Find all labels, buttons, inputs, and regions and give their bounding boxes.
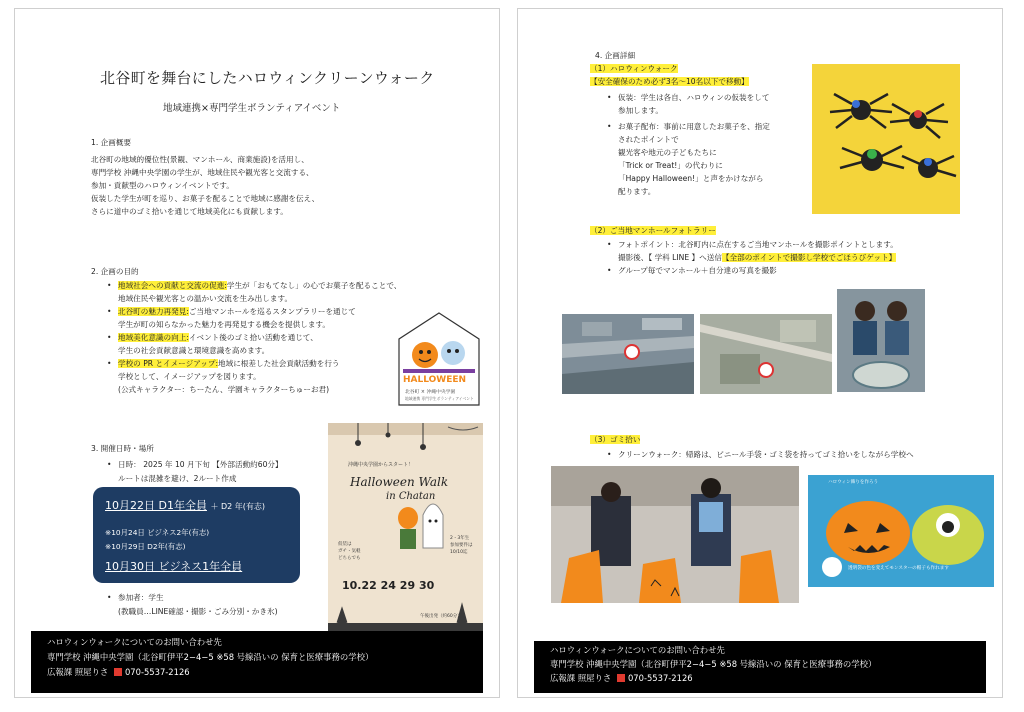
schedule-line: 10月30日 ビジネス1年全員 — [105, 560, 243, 573]
group-photo-item: グループ毎でマンホール＋自分達の写真を撮影 — [618, 266, 777, 275]
schedule-box — [93, 487, 300, 583]
sub-1-heading: （1）ハロウィンウォーク — [590, 64, 678, 73]
poster-time: 午後出発（約60分） — [420, 614, 462, 619]
photo-send-line: 撮影後、【 学科 LINE 】へ送信【全部のポイントで撮影し学校でごほうびゲット】 — [618, 253, 897, 262]
logo-subtitle: 北谷町 × 沖縄中央学園 — [405, 390, 456, 395]
route-note: ルートは混雑を避け、2ルート作成 — [118, 474, 237, 483]
purpose-label: 北谷町の魅力再発見: — [118, 307, 189, 316]
phone-number: 070-5537-2126 — [124, 667, 190, 677]
schedule-line: 10月22日 D1年全員 ＋ D2 年(有志) — [105, 499, 266, 512]
datetime: 日時： 2025 年 10 月下旬 【外部活動約60分】 — [118, 460, 283, 469]
logo-subtitle-2: 地域連携 専門学生ボランティアイベント — [405, 396, 474, 401]
costume-item: 仮装：学生は各自、ハロウィンの仮装をして — [618, 93, 770, 102]
purpose-list — [118, 279, 401, 396]
poster-right-note: 2・3年生 参加要件は 10/10迄 — [450, 536, 473, 555]
candy-item: お菓子配布：事前に用意したお菓子を、指定 — [618, 122, 770, 131]
sub-2-heading: （2）ご当地マンホールフォトラリー — [590, 226, 716, 235]
purpose-cont: 学生が町の知らなかった魅力を再発見する機会を提供します。 — [118, 320, 331, 329]
footer-contact: 広報課 照屋りさ 070-5537-2126 — [47, 667, 190, 677]
schedule-line: ※10月29日 D2年(有志) — [105, 542, 186, 551]
footer — [31, 631, 483, 693]
clean-walk-item: クリーンウォーク：帰路は、ビニール手袋・ゴミ袋を持ってゴミ拾いをしながら学校へ — [618, 450, 914, 459]
overview-line: 仮装した学生が町を巡り、お菓子を配ることで地域に感謝を伝え、 — [91, 194, 320, 203]
purpose-cont: 学生の社会貢献意識と環境意識を高めます。 — [118, 346, 270, 355]
poster-headline-2: in Chatan — [386, 491, 436, 502]
purpose-cont: 学校として、イメージアップを図ります。 — [118, 372, 261, 381]
photo-rally-details — [618, 238, 898, 277]
purpose-label: 地域社会への貢献と交流の促進: — [118, 281, 227, 290]
phone-number: 070-5537-2126 — [627, 673, 693, 683]
page-subtitle: 地域連携×専門学生ボランティアイベント — [163, 103, 341, 114]
craft-caption-bottom: 透明袋の色を変えてモンスターの帽子も作れます — [848, 566, 949, 571]
manhole-group-photo — [837, 289, 925, 392]
purpose-cont: 地域住民や観光客との温かい交流を生み出します。 — [118, 294, 293, 303]
poster-left-note: 仮装は ガチ・気軽 どちらでも — [338, 542, 361, 561]
page-2 — [517, 8, 1003, 698]
craft-caption-top: ハロウィン飾りを作ろう — [828, 480, 879, 485]
purpose-item: 学校の PR とイメージアップ:地域に根差した社会貢献活動を行う — [118, 359, 340, 368]
section-4-heading: 4. 企画詳細 — [595, 51, 636, 60]
characters-note: (公式キャラクター：ちーたん、学園キャラクターちゅーお君) — [118, 385, 330, 394]
phone-icon — [617, 674, 625, 682]
purpose-label: 学校の PR とイメージアップ: — [118, 359, 219, 368]
section-3-heading: 3. 開催日時・場所 — [91, 444, 154, 453]
footer-line-2: 専門学校 沖縄中央学園（北谷町伊平2−4−5 ※58 号線沿いの 保育と医療事務の学校） — [47, 652, 374, 662]
purpose-item: 地域社会への貢献と交流の促進:学生が「おもてなし」の心でお菓子を配ることで、 — [118, 281, 402, 290]
footer-line-2: 専門学校 沖縄中央学園（北谷町伊平2−4−5 ※58 号線沿いの 保育と医療事務の学校） — [550, 659, 877, 669]
sub-3-heading: （3）ゴミ拾い — [590, 435, 641, 444]
walk-details: 仮装：学生は各自、ハロウィンの仮装をして 参加します。 お菓子配布：事前に用意したお菓子を、指定 されたポイントで 観光客や地元の子どもたちに 「Trick or Treat!」の代わりに 「Happy Halloween!」と声をかけながら 配ります。 — [618, 93, 770, 196]
halloween-logo — [395, 309, 483, 409]
footer-contact: 広報課 照屋りさ 070-5537-2126 — [550, 673, 693, 683]
map-aerial-photo-1 — [562, 314, 694, 394]
purpose-label: 地域美化意識の向上: — [118, 333, 189, 342]
schedule-line: ※10月24日 ビジネス2年(有志) — [105, 528, 210, 537]
section-1-heading: 1. 企画概要 — [91, 138, 132, 147]
footer-line-1: ハロウィンウォークについてのお問い合わせ先 — [47, 637, 222, 647]
logo-text: HALLOWEEN — [403, 375, 467, 385]
overview-text — [91, 153, 319, 218]
phone-icon — [114, 668, 122, 676]
overview-line: 北谷町の地域的優位性(景観、マンホール、商業施設)を活用し、 — [91, 155, 309, 164]
page-1 — [14, 8, 500, 698]
section-2-heading: 2. 企画の目的 — [91, 267, 139, 276]
purpose-item: 地域美化意識の向上:イベント後のゴミ拾い活動を通じて、 — [118, 333, 318, 342]
spider-candy-photo — [812, 64, 960, 214]
poster-top-text: 沖縄中央学園からスタート！ — [348, 462, 414, 468]
overview-line: さらに道中のゴミ拾いを通じて地域美化にも貢献します。 — [91, 207, 288, 216]
participants-detail: (教職員…LINE確認・撮影・ごみ分別・かき氷) — [118, 607, 278, 616]
overview-line: 参加・貢献型のハロウィンイベントです。 — [91, 181, 234, 190]
sub-1-note: 【安全確保のため必ず3名～10名以下で移動】 — [590, 77, 749, 86]
overview-line: 専門学校 沖縄中央学園の学生が、地域住民や観光客と交流する、 — [91, 168, 314, 177]
photo-point-item: フォトポイント：北谷町内に点在するご当地マンホールを撮影ポイントとします。 — [618, 240, 898, 249]
footer-line-1: ハロウィンウォークについてのお問い合わせ先 — [550, 645, 725, 655]
poster-dates: 10.22 24 29 30 — [342, 579, 435, 592]
clean-walk-photo — [551, 466, 799, 603]
craft-photo — [808, 475, 994, 587]
event-poster — [328, 423, 483, 645]
footer — [534, 641, 986, 693]
purpose-item: 北谷町の魅力再発見:ご当地マンホールを巡るスタンプラリーを通じて — [118, 307, 356, 316]
poster-headline: Halloween Walk — [350, 475, 449, 489]
map-aerial-photo-2 — [700, 314, 832, 394]
page-title: 北谷町を舞台にしたハロウィンクリーンウォーク — [100, 69, 435, 87]
participants: 参加者：学生 — [118, 593, 164, 602]
